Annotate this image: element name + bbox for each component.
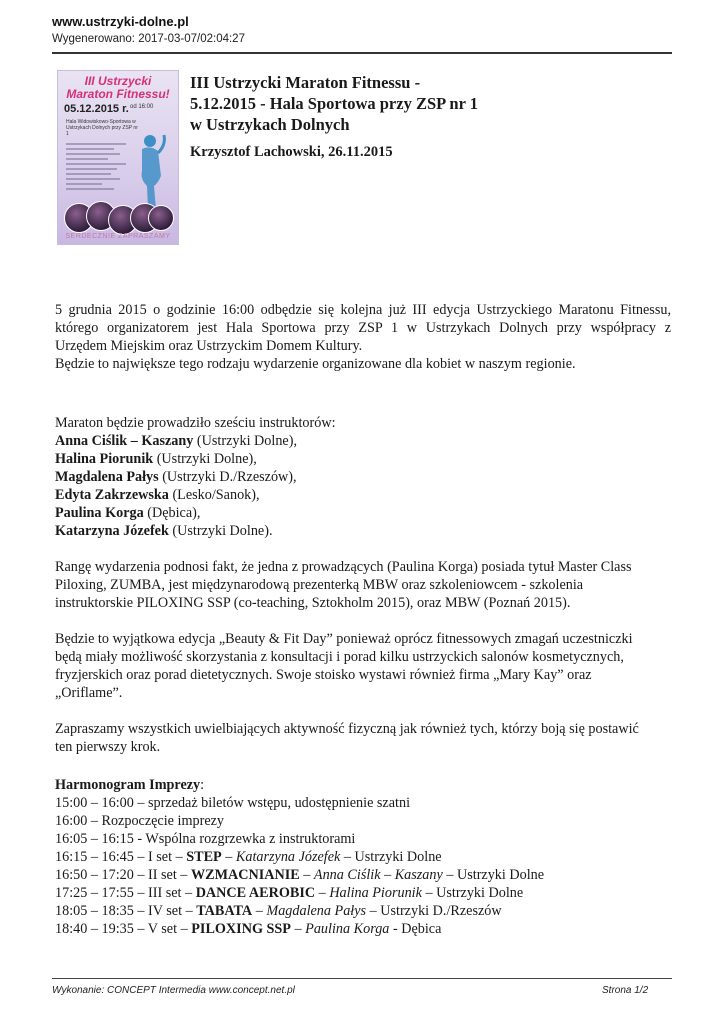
set-name: PILOXING SSP <box>191 921 291 937</box>
instructor-place: (Ustrzyki Dolne). <box>168 523 273 539</box>
set-time: 18:40 – 19:35 – V set – <box>55 921 192 937</box>
text-line: ten pierwszy krok. <box>55 739 161 755</box>
schedule-heading-text: Harmonogram Imprezy <box>55 777 201 793</box>
rank-paragraph <box>55 558 671 612</box>
set-instructor: Magdalena Pałys <box>266 903 367 919</box>
special-edition-paragraph <box>55 630 671 702</box>
instructor-name: Paulina Korga <box>55 505 144 521</box>
footer-credits: Wykonanie: CONCEPT Intermedia www.concept.net.pl <box>52 985 295 996</box>
text-line: Będzie to wyjątkowa edycja „Beauty & Fit Day” ponieważ oprócz fitnessowych zmagań uczestniczki <box>55 631 633 647</box>
poster-title <box>64 75 172 101</box>
text-line: Urzędem Miejskim oraz Ustrzyckim Domem Kultury. <box>55 338 363 354</box>
instructors-lead: Maraton będzie prowadziło sześciu instruktorów: <box>55 415 336 431</box>
set-instructor: Paulina Korga <box>305 921 390 937</box>
text-line: Będzie to największe tego rodzaju wydarzenie organizowane dla kobiet w naszym regionie. <box>55 356 576 372</box>
poster-program-lines <box>66 143 126 193</box>
set-place: – Ustrzyki Dolne <box>421 885 524 901</box>
set-separator: – <box>299 867 314 883</box>
instructor-name: Katarzyna Józefek <box>55 523 169 539</box>
text-line: fryzjerskich oraz porad dietetycznych. Swoje stoisko wystawi również firma „Mary Kay” oraz <box>55 667 592 683</box>
text-line: instruktorskie PILOXING SSP (co-teaching, Sztokholm 2015), oraz MBW (Poznań 2015). <box>55 595 571 611</box>
fitness-figure-icon <box>128 131 168 211</box>
article-title <box>190 72 660 135</box>
text-line: Zapraszamy wszystkich uwielbiających aktywność fizyczną jak również tych, którzy boją się postawić <box>55 721 639 737</box>
article-byline: Krzysztof Lachowski, 26.11.2015 <box>190 144 393 160</box>
schedule-set <box>55 920 671 938</box>
instructor-place: (Dębica), <box>143 505 201 521</box>
generated-timestamp: Wygenerowano: 2017-03-07/02:04:27 <box>52 33 245 45</box>
intro-paragraph <box>55 301 671 373</box>
instructor-place: (Ustrzyki Dolne), <box>153 451 257 467</box>
poster-date: 05.12.2015 r. <box>64 103 129 115</box>
footer-divider <box>52 978 672 979</box>
instructor-item <box>55 504 671 522</box>
schedule-section <box>55 776 671 938</box>
schedule-heading-colon: : <box>200 777 205 793</box>
set-name: WZMACNIANIE <box>190 867 300 883</box>
set-time: 18:05 – 18:35 – IV set – <box>55 903 197 919</box>
set-instructor: Anna Ciślik – Kaszany <box>313 867 443 883</box>
instructor-photo <box>148 205 174 231</box>
event-poster-image <box>57 70 179 245</box>
set-place: – Ustrzyki Dolne <box>442 867 545 883</box>
set-name: STEP <box>186 849 222 865</box>
schedule-set <box>55 884 671 902</box>
instructor-place: (Ustrzyki Dolne), <box>193 433 297 449</box>
schedule-item: 15:00 – 16:00 – sprzedaż biletów wstępu, udostępnienie szatni <box>55 795 411 811</box>
schedule-item: 16:05 – 16:15 - Wspólna rozgrzewka z instruktorami <box>55 831 356 847</box>
text-line: „Oriflame”. <box>55 685 123 701</box>
set-separator: – <box>315 885 330 901</box>
article-title-line: 5.12.2015 - Hala Sportowa przy ZSP nr 1 <box>190 94 479 113</box>
schedule-set <box>55 866 671 884</box>
instructor-place: (Ustrzyki D./Rzeszów), <box>158 469 297 485</box>
text-line: Piloxing, ZUMBA, jest międzynarodową prezenterką MBW oraz szkoleniowcem - szkolenia <box>55 577 584 593</box>
set-time: 16:15 – 16:45 – I set – <box>55 849 187 865</box>
article-title-line: III Ustrzycki Maraton Fitnessu - <box>190 73 421 92</box>
instructor-place: (Lesko/Sanok), <box>168 487 260 503</box>
instructor-name: Halina Piorunik <box>55 451 154 467</box>
set-separator: – <box>290 921 306 937</box>
header-divider <box>52 52 672 54</box>
text-line: będą miały możliwość skorzystania z konsultacji i porad kilku ustrzyckich salonów kosmetycznych, <box>55 649 624 665</box>
schedule-set <box>55 848 671 866</box>
instructor-name: Edyta Zakrzewska <box>55 487 169 503</box>
poster-title-line: III Ustrzycki <box>84 74 152 88</box>
instructor-name: Anna Ciślik – Kaszany <box>55 433 194 449</box>
page-number: Strona 1/2 <box>602 985 649 996</box>
text-line: 5 grudnia 2015 o godzinie 16:00 odbędzie się kolejna już III edycja Ustrzyckiego Maratonu Fitnessu, <box>55 302 671 318</box>
set-place: - Dębica <box>389 921 442 937</box>
schedule-item: 16:00 – Rozpoczęcie imprezy <box>55 813 225 829</box>
poster-title-line: Maraton Fitnessu! <box>66 87 170 101</box>
set-time: 17:25 – 17:55 – III set – <box>55 885 196 901</box>
set-place: – Ustrzyki Dolne <box>340 849 442 865</box>
schedule-heading <box>55 776 671 794</box>
set-instructor: Katarzyna Józefek <box>235 849 341 865</box>
set-name: TABATA <box>196 903 253 919</box>
instructor-name: Magdalena Pałys <box>55 469 159 485</box>
instructors-paragraph <box>55 414 671 540</box>
poster-time: od 16:00 <box>130 104 154 110</box>
invitation-paragraph <box>55 720 671 756</box>
article-title-line: w Ustrzykach Dolnych <box>190 115 350 134</box>
instructor-item <box>55 468 671 486</box>
set-separator: – <box>221 849 236 865</box>
set-place: – Ustrzyki D./Rzeszów <box>366 903 502 919</box>
instructor-item <box>55 486 671 504</box>
poster-footer: SERDECZNIE ZAPRASZAMY <box>65 233 171 240</box>
poster-venue: Hala Widowiskowo-Sportowa w Ustrzykach Dolnych przy ZSP nr 1 <box>66 119 138 137</box>
set-instructor: Halina Piorunik <box>329 885 422 901</box>
text-line: którego organizatorem jest Hala Sportowa przy ZSP 1 w Ustrzykach Dolnych przy współpracy z <box>55 320 671 336</box>
instructor-item <box>55 522 671 540</box>
instructor-item <box>55 450 671 468</box>
set-separator: – <box>252 903 267 919</box>
set-time: 16:50 – 17:20 – II set – <box>55 867 191 883</box>
schedule-set <box>55 902 671 920</box>
text-line: Rangę wydarzenia podnosi fakt, że jedna z prowadzących (Paulina Korga) posiada tytuł Master Class <box>55 559 632 575</box>
poster-instructor-photos <box>62 201 174 233</box>
site-name: www.ustrzyki-dolne.pl <box>52 14 189 29</box>
instructor-item <box>55 432 671 450</box>
set-name: DANCE AEROBIC <box>195 885 316 901</box>
